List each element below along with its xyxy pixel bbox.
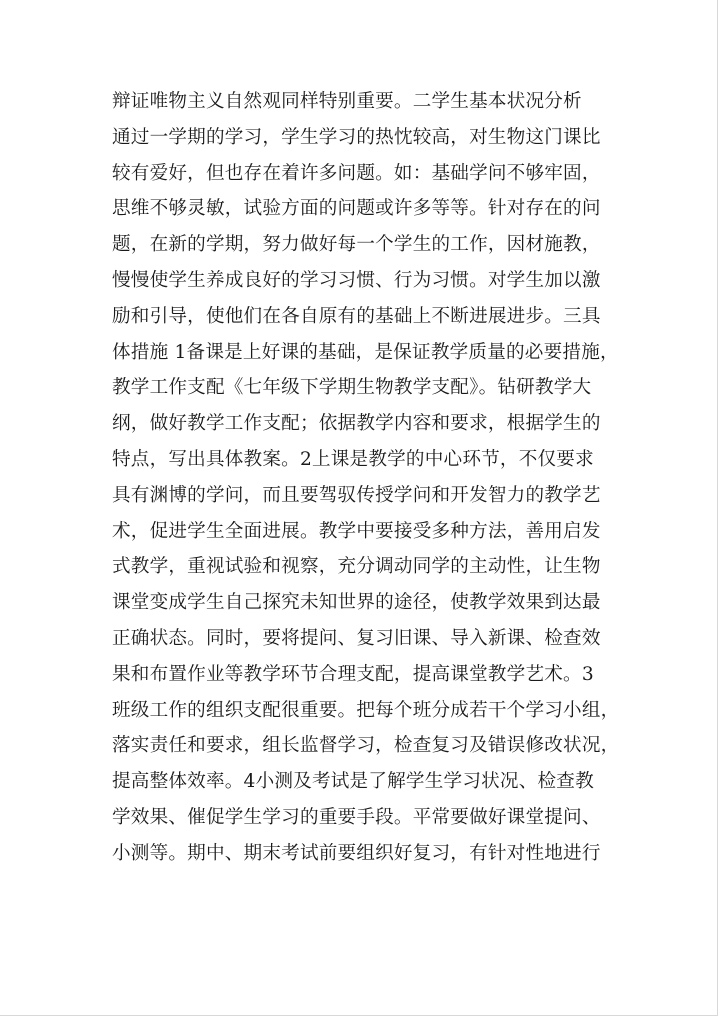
text-line-13: 术，促进学生全面进展。教学中要接受多种方法，善用启发: [112, 520, 601, 542]
text-line-2: 通过一学期的学习，学生学习的热忱较高，对生物这门课比: [112, 126, 601, 148]
text-line-3: 较有爱好，但也存在着许多问题。如：基础学问不够牢固，: [112, 162, 601, 184]
text-line-19: 落实责任和要求，组长监督学习，检查复习及错误修改状况，: [112, 735, 620, 757]
text-line-9: 教学工作支配《七年级下学期生物教学支配》。钻研教学大: [112, 377, 592, 399]
text-line-7: 励和引导，使他们在各自原有的基础上不断进展进步。三具: [112, 305, 601, 327]
text-line-14: 式教学，重视试验和视察，充分调动同学的主动性，让生物: [112, 556, 601, 578]
text-line-4: 思维不够灵敏，试验方面的问题或许多等等。针对存在的问: [112, 198, 601, 220]
text-line-6: 慢慢使学生养成良好的学习习惯、行为习惯。对学生加以激: [112, 269, 601, 291]
text-line-1: 辩证唯物主义自然观同样特别重要。二学生基本状况分析: [112, 91, 582, 112]
text-line-8: 体措施 1备课是上好课的基础，是保证教学质量的必要措施，: [112, 341, 619, 363]
text-line-15: 课堂变成学生自己探究未知世界的途径，使教学效果到达最: [112, 592, 601, 614]
text-line-20: 提高整体效率。4小测及考试是了解学生学习状况、检查教: [112, 771, 594, 793]
text-line-5: 题，在新的学期，努力做好每一个学生的工作，因材施教，: [112, 234, 601, 256]
text-line-22: 小测等。期中、期末考试前要组织好复习，有针对性地进行: [112, 842, 601, 864]
text-line-11: 特点，写出具体教案。2上课是教学的中心环节，不仅要求: [112, 448, 594, 470]
text-line-16: 正确状态。同时，要将提问、复习旧课、导入新课、检查效: [112, 627, 601, 649]
text-line-18: 班级工作的组织支配很重要。把每个班分成若干个学习小组，: [112, 699, 620, 721]
text-line-10: 纲，做好教学工作支配；依据教学内容和要求，根据学生的: [112, 413, 601, 435]
body-text: [112, 84, 632, 872]
text-line-17: 果和布置作业等教学环节合理支配，提高课堂教学艺术。3: [112, 663, 594, 685]
text-line-21: 学效果、催促学生学习的重要手段。平常要做好课堂提问、: [112, 806, 601, 828]
text-line-12: 具有渊博的学问，而且要驾驭传授学问和开发智力的教学艺: [112, 484, 601, 506]
